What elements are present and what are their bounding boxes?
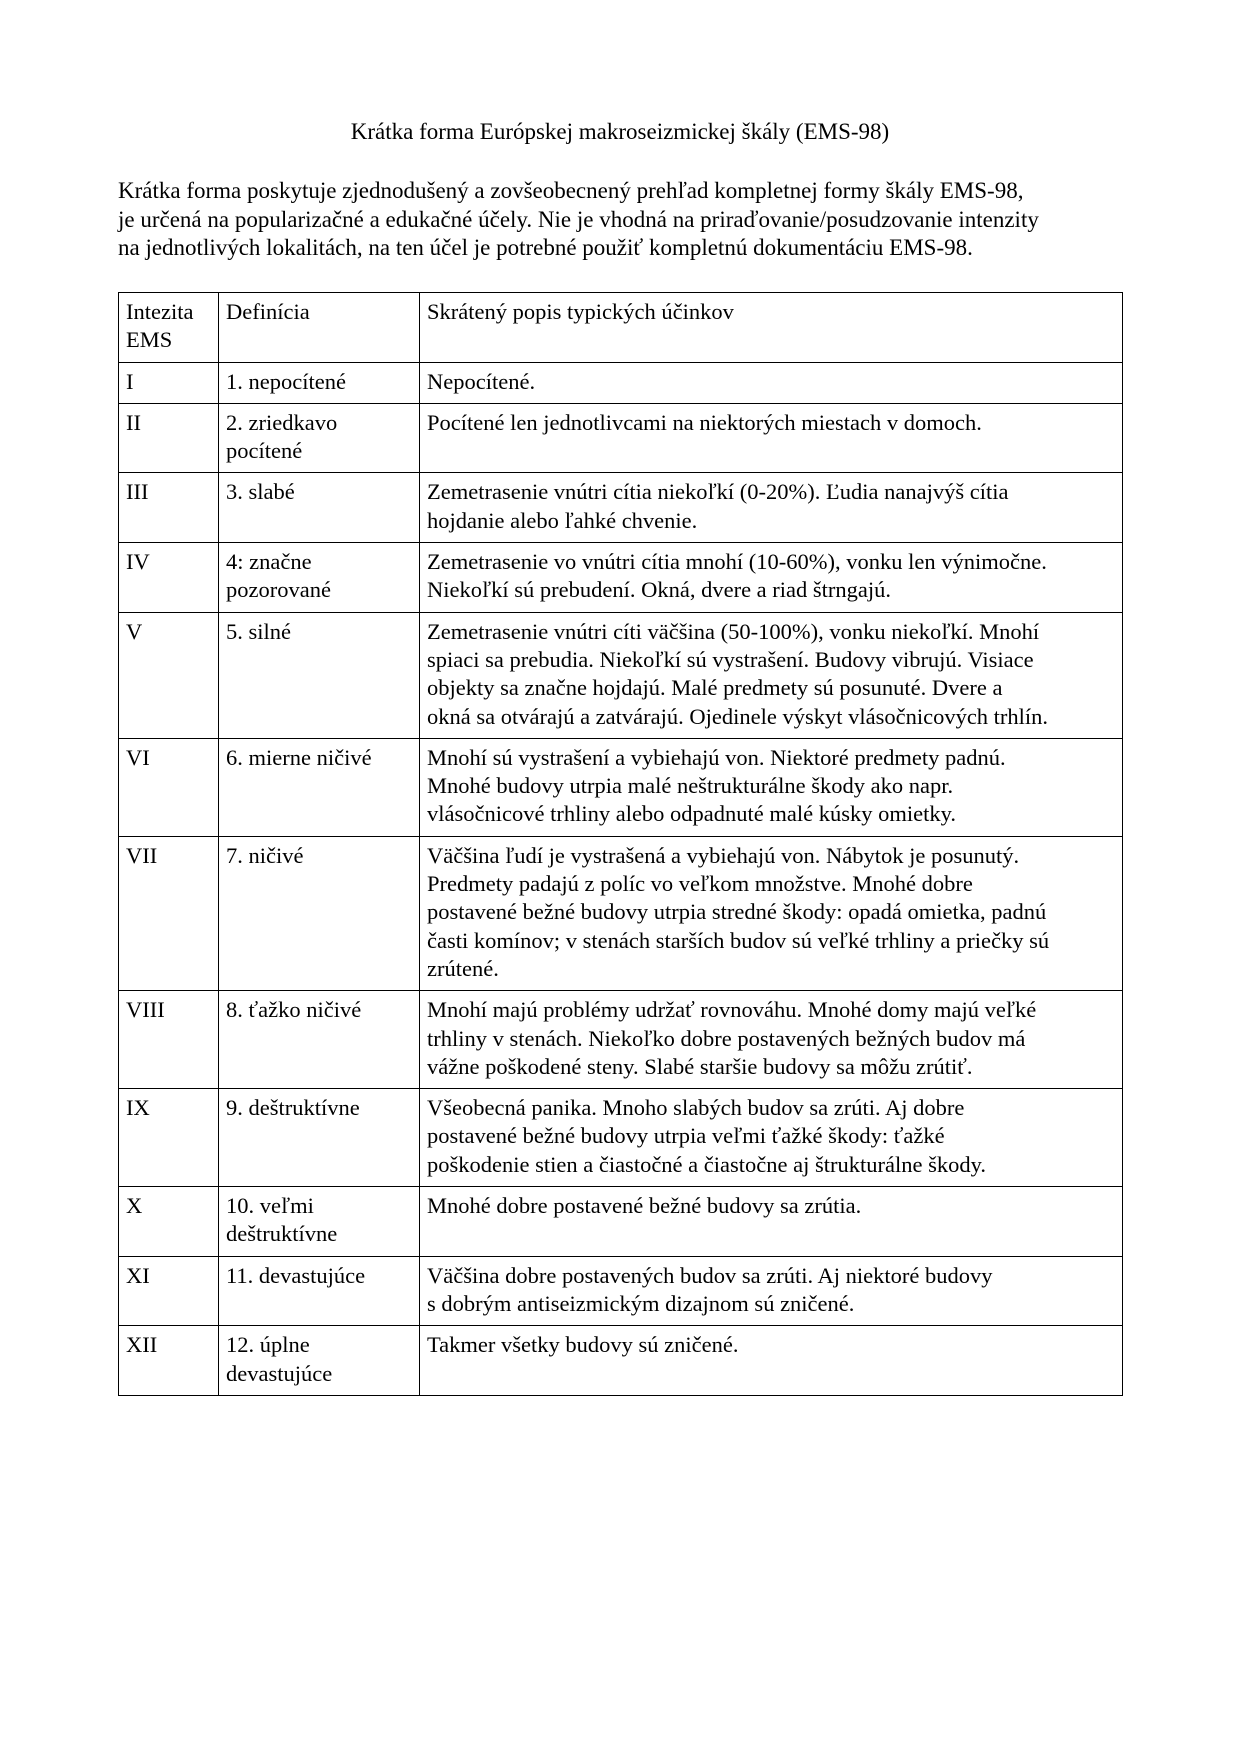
- description-cell-text: postavené bežné budovy utrpia veľmi ťažké škody: ťažké: [427, 1123, 945, 1149]
- definition-cell: [219, 1187, 420, 1257]
- intensity-cell: [119, 1187, 219, 1257]
- intensity-cell-text: X: [126, 1193, 143, 1219]
- definition-cell-text: 3. slabé: [226, 479, 295, 505]
- description-cell: [420, 362, 1123, 403]
- table-row: [119, 612, 1123, 738]
- table-body: [119, 362, 1123, 1395]
- table-row: [119, 836, 1123, 990]
- table-row: [119, 1187, 1123, 1257]
- definition-cell: [219, 543, 420, 613]
- description-cell: [420, 543, 1123, 613]
- definition-cell-text: 11. devastujúce: [226, 1262, 366, 1288]
- ems-scale-table: [118, 292, 1123, 1396]
- intensity-cell: [119, 991, 219, 1089]
- description-cell-text: objekty sa značne hojdajú. Malé predmety sú posunuté. Dvere a: [427, 675, 1003, 701]
- definition-cell-text: 8. ťažko ničivé: [226, 997, 362, 1023]
- header-text: Intezita: [126, 299, 194, 324]
- description-cell: [420, 1326, 1123, 1396]
- definition-cell: [219, 836, 420, 990]
- description-cell-text: zrútené.: [427, 955, 499, 981]
- definition-cell-text: 6. mierne ničivé: [226, 744, 372, 770]
- description-cell: [420, 1187, 1123, 1257]
- description-cell-text: Zemetrasenie vnútri cíti väčšina (50-100%), vonku niekoľkí. Mnohí: [427, 618, 1040, 644]
- intensity-cell: [119, 473, 219, 543]
- description-cell-text: spiaci sa prebudia. Niekoľkí sú vystrašení. Budovy vibrujú. Visiace: [427, 646, 1034, 672]
- description-cell: [420, 836, 1123, 990]
- description-cell-text: Mnohí sú vystrašení a vybiehajú von. Niektoré predmety padnú.: [427, 744, 1006, 770]
- definition-cell: [219, 612, 420, 738]
- intensity-cell-text: II: [126, 409, 141, 435]
- header-intensity: [119, 293, 219, 363]
- description-cell-text: Všeobecná panika. Mnoho slabých budov sa zrúti. Aj dobre: [427, 1095, 965, 1121]
- description-cell-text: Väčšina ľudí je vystrašená a vybiehajú von. Nábytok je posunutý.: [427, 842, 1020, 868]
- table-row: [119, 362, 1123, 403]
- table-header-row: [119, 293, 1123, 363]
- description-cell-text: Takmer všetky budovy sú zničené.: [427, 1332, 739, 1358]
- description-cell: [420, 612, 1123, 738]
- header-description: [420, 293, 1123, 363]
- intro-line: Krátka forma poskytuje zjednodušený a zovšeobecnený prehľad kompletnej formy škály EMS-98,: [118, 178, 1024, 203]
- intensity-cell-text: IV: [126, 549, 150, 575]
- description-cell: [420, 1256, 1123, 1326]
- intensity-cell-text: XII: [126, 1332, 158, 1358]
- definition-cell: [219, 1256, 420, 1326]
- definition-cell-text: devastujúce: [226, 1360, 333, 1386]
- description-cell: [420, 1089, 1123, 1187]
- definition-cell-text: 4: značne: [226, 549, 312, 575]
- header-text: Definícia: [226, 299, 310, 324]
- header-definition: [219, 293, 420, 363]
- intensity-cell-text: VIII: [126, 997, 165, 1023]
- definition-cell: [219, 403, 420, 473]
- table-row: [119, 473, 1123, 543]
- intro-line: je určená na popularizačné a edukačné účely. Nie je vhodná na priraďovanie/posudzovanie intenzity: [118, 206, 1039, 232]
- description-cell-text: Mnohí majú problémy udržať rovnováhu. Mnohé domy majú veľké: [427, 997, 1037, 1023]
- definition-cell-text: 1. nepocítené: [226, 368, 346, 394]
- description-cell: [420, 403, 1123, 473]
- definition-cell: [219, 1089, 420, 1187]
- description-cell-text: Mnohé dobre postavené bežné budovy sa zrútia.: [427, 1193, 862, 1219]
- description-cell-text: Zemetrasenie vnútri cítia niekoľkí (0-20%). Ľudia nanajvýš cítia: [427, 479, 1009, 505]
- intensity-cell: [119, 543, 219, 613]
- table-row: [119, 738, 1123, 836]
- definition-cell-text: pocítené: [226, 438, 303, 464]
- definition-cell-text: 9. deštruktívne: [226, 1095, 360, 1121]
- document-title: Krátka forma Európskej makroseizmickej škály (EMS-98): [350, 119, 890, 144]
- intensity-cell-text: III: [126, 479, 149, 505]
- intensity-cell: [119, 738, 219, 836]
- description-cell-text: vážne poškodené steny. Slabé staršie budovy sa môžu zrútiť.: [427, 1053, 973, 1079]
- description-cell-text: Zemetrasenie vo vnútri cítia mnohí (10-60%), vonku len výnimočne.: [427, 549, 1047, 575]
- description-cell-text: hojdanie alebo ľahké chvenie.: [427, 507, 698, 533]
- table-row: [119, 543, 1123, 613]
- definition-cell-text: 12. úplne: [226, 1332, 310, 1358]
- table-row: [119, 1326, 1123, 1396]
- intensity-cell-text: VI: [126, 744, 150, 770]
- definition-cell: [219, 1326, 420, 1396]
- intensity-cell: [119, 403, 219, 473]
- definition-cell: [219, 991, 420, 1089]
- intensity-cell-text: VII: [126, 842, 158, 868]
- intensity-cell-text: IX: [126, 1095, 150, 1121]
- description-cell-text: Mnohé budovy utrpia malé neštrukturálne škody ako napr.: [427, 773, 954, 799]
- description-cell-text: Pocítené len jednotlivcami na niektorých miestach v domoch.: [427, 409, 982, 435]
- header-text: Skrátený popis typických účinkov: [427, 299, 734, 324]
- description-cell-text: Predmety padajú z políc vo veľkom množstve. Mnohé dobre: [427, 871, 973, 897]
- definition-cell: [219, 738, 420, 836]
- definition-cell-text: 2. zriedkavo: [226, 409, 338, 435]
- description-cell-text: okná sa otvárajú a zatvárajú. Ojedinele výskyt vlásočnicových trhlín.: [427, 703, 1049, 729]
- intensity-cell: [119, 1326, 219, 1396]
- description-cell: [420, 738, 1123, 836]
- table-row: [119, 403, 1123, 473]
- definition-cell-text: 5. silné: [226, 618, 291, 644]
- table-row: [119, 1256, 1123, 1326]
- intensity-cell-text: XI: [126, 1262, 150, 1288]
- description-cell: [420, 991, 1123, 1089]
- definition-cell-text: 7. ničivé: [226, 842, 304, 868]
- description-cell-text: vlásočnicové trhliny alebo odpadnuté malé kúsky omietky.: [427, 801, 957, 827]
- description-cell-text: Nepocítené.: [427, 368, 536, 394]
- definition-cell: [219, 473, 420, 543]
- description-cell-text: poškodenie stien a čiastočné a čiastočne aj štrukturálne škody.: [427, 1151, 986, 1177]
- table-row: [119, 1089, 1123, 1187]
- intensity-cell: [119, 1089, 219, 1187]
- description-cell-text: Niekoľkí sú prebudení. Okná, dvere a riad štrngajú.: [427, 577, 892, 603]
- definition-cell-text: pozorované: [226, 577, 331, 603]
- intensity-cell: [119, 612, 219, 738]
- intensity-cell: [119, 1256, 219, 1326]
- definition-cell: [219, 362, 420, 403]
- header-text: EMS: [126, 327, 173, 353]
- intensity-cell: [119, 836, 219, 990]
- definition-cell-text: deštruktívne: [226, 1221, 338, 1247]
- intro-paragraph: [118, 177, 1128, 263]
- description-cell-text: postavené bežné budovy utrpia stredné škody: opadá omietka, padnú: [427, 899, 1047, 925]
- intensity-cell: [119, 362, 219, 403]
- description-cell-text: s dobrým antiseizmickým dizajnom sú zničené.: [427, 1290, 855, 1316]
- description-cell-text: časti komínov; v stenách starších budov sú veľké trhliny a priečky sú: [427, 927, 1050, 953]
- description-cell: [420, 473, 1123, 543]
- intensity-cell-text: V: [126, 618, 143, 644]
- description-cell-text: trhliny v stenách. Niekoľko dobre postavených bežných budov má: [427, 1025, 1026, 1051]
- intro-line: na jednotlivých lokalitách, na ten účel je potrebné použiť kompletnú dokumentáciu EMS-98.: [118, 235, 973, 260]
- table-row: [119, 991, 1123, 1089]
- intensity-cell-text: I: [126, 368, 134, 394]
- description-cell-text: Väčšina dobre postavených budov sa zrúti. Aj niektoré budovy: [427, 1262, 993, 1288]
- definition-cell-text: 10. veľmi: [226, 1193, 314, 1219]
